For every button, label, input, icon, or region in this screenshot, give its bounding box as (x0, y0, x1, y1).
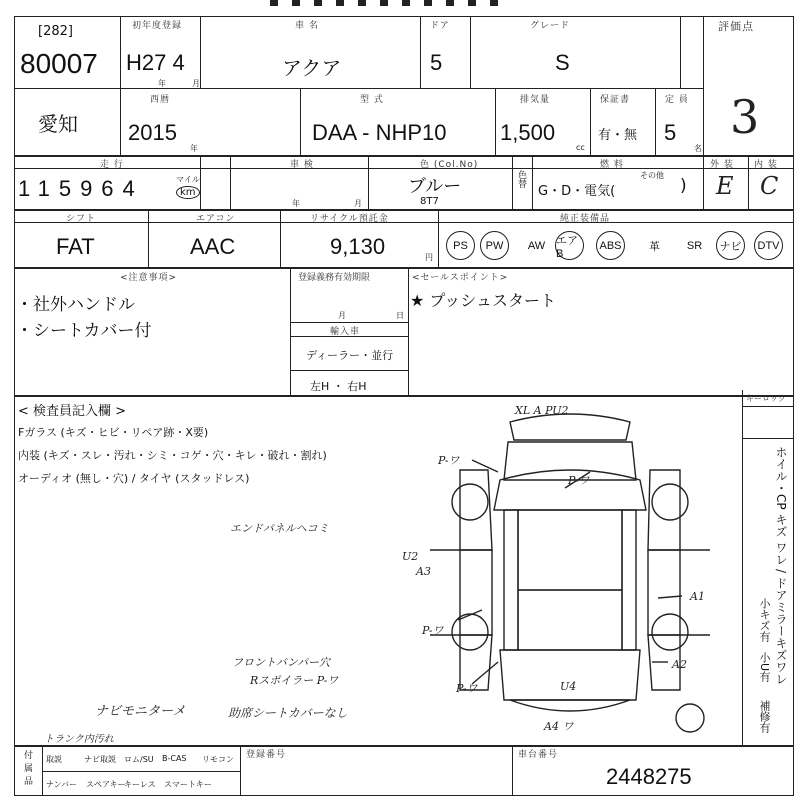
fuel-label: 燃 料 (600, 160, 624, 170)
caution-label: <注意事項> (120, 273, 178, 283)
accessory-item: スマートキー (164, 780, 212, 789)
fuel-value: G・D・電気( (538, 184, 616, 199)
equipment-item: ABS (596, 231, 625, 260)
diagram-mark-5: A3 (416, 565, 431, 578)
inspection-label: 車 検 (290, 160, 314, 170)
selling-point-label: <セールスポイント> (412, 273, 509, 283)
reg-number-label: 登録番号 (246, 750, 287, 760)
warranty-label: 保証書 (600, 95, 631, 105)
diagram-mark-6: A1 (690, 590, 705, 603)
equipment-item: エアB (555, 231, 584, 260)
diagram-mark-3: P-ワ (568, 474, 590, 487)
aircon-value: AAC (190, 234, 236, 259)
reg-expiry-label: 登録義務有効期限 (298, 273, 371, 283)
chassis-number: 2448275 (606, 764, 692, 789)
diagram-mark-2: P-ワ (438, 454, 460, 467)
eval-score: 3 (730, 90, 760, 144)
equipment-item: 革 (649, 240, 660, 253)
doors-label: ドア (430, 21, 450, 31)
seats-value: 5 (664, 120, 677, 145)
import-label: 輸入車 (330, 327, 361, 337)
displacement-label: 排気量 (520, 95, 551, 105)
western-year: 2015 (128, 120, 177, 145)
shift-value: FAT (56, 234, 95, 259)
color-label: 色 (Col.No) (420, 160, 479, 170)
ext-label: 外 装 (710, 160, 734, 170)
accessory-item: 取説 (46, 755, 62, 764)
int-label: 内 装 (754, 160, 778, 170)
caution-item-2: ・シートカバー付 (16, 321, 152, 341)
inspector-note-2: フロントバンパー穴 (232, 656, 331, 669)
accessory-item: キーレス (124, 780, 156, 789)
right-panel-vertical-text: ホイル・CP キズ ワレ / ドアミラーキズワレ (774, 446, 788, 685)
auction-sheet: [282] 80007 初年度登録 H27 4 年 月 車 名 アクア ドア 5 グレード S 評価点 3 愛知 西暦 2015 年 型 式 DAA - NHP10 排気量 1,500 cc 保証書 有・無 定 員 5 名 走 行 115964 マイル km 車 検 年 月 色 (Col.No) ブルー 8T7 色替 燃 料 G・D・電気( ) その他 外 装 E 内 装 C シフト FAT エアコン AAC リサイクル預託金 9,130 円 純正装備品 PS PW AW エアB ABS 革 SR ナビ DTV <注意事項> ・社外ハンドル ・シートカバー付 登録義務有効期限 月 日 輸入車 ディーラー・並行 左H ・ 右H <セールスポイント> ★ プッシュスタート < 検査員記入欄 > Fガラス (キズ・ヒビ・リペア跡・X要) 内装 (キズ・スレ・汚れ・シミ・コゲ・穴・キレ・破れ・割れ) オーディオ (無し・穴) / タイヤ (スタッドレス) エンドパネルヘコミ フロントバンパー穴 Rスポイラー P-ワ ナビモニターメ 助席シートカバーなし トランク内汚れ XL A PU2 P-ワ P-ワ U2 A3 A1 P-ワ A2 P-ワ U4 A4 ワ キーロック ホイル・CP キズ ワレ / ドアミラーキズワレ 小キズ有 小U有 補修有 付属品 取説 ナビ取説 ロム/SU B-CAS リモコン ナンバー スペアキー キーレス スマートキー 登録番号 車台番号 2448275 (0, 0, 800, 800)
equipment-item: DTV (754, 231, 783, 260)
seats-label: 定 員 (665, 95, 689, 105)
inspector-title: < 検査員記入欄 > (18, 404, 127, 419)
grade-value: S (555, 50, 570, 75)
accessory-item: リモコン (202, 755, 234, 764)
model-code: DAA - NHP10 (312, 120, 447, 145)
right-panel-sub-2: 小U有 (758, 652, 771, 683)
right-panel-sub-3: 補修有 (758, 700, 771, 733)
aircon-label: エアコン (196, 214, 236, 224)
dealer-parallel: ディーラー・並行 (306, 349, 394, 362)
displacement: 1,500 (500, 120, 556, 145)
equipment-item: SR (686, 239, 703, 252)
caution-item-1: ・社外ハンドル (16, 295, 135, 315)
accessory-item: ナンバー (46, 780, 78, 789)
color-change-label: 色替 (516, 170, 526, 188)
name-label: 車 名 (295, 21, 319, 31)
recycle-label: リサイクル預託金 (310, 214, 389, 224)
km-unit: km (176, 186, 200, 199)
int-grade: C (760, 172, 779, 200)
equipment-item: ナビ (716, 231, 745, 260)
doors-value: 5 (430, 50, 443, 75)
color-code: 8T7 (420, 196, 439, 207)
accessory-item: ナビ取説 (84, 755, 116, 764)
diagram-mark-8: A2 (672, 658, 687, 671)
diagram-mark-4: U2 (402, 550, 419, 563)
inspector-line-3: オーディオ (無し・穴) / タイヤ (スタッドレス) (18, 472, 250, 485)
lot-prefix: [282] (38, 24, 73, 39)
inspector-note-1: エンドパネルヘコミ (230, 522, 329, 535)
eval-label: 評価点 (718, 20, 754, 33)
mileage-label: 走 行 (100, 160, 124, 170)
keylock-label: キーロック (746, 394, 786, 403)
model-label: 型 式 (360, 95, 384, 105)
first-reg-label: 初年度登録 (132, 21, 183, 31)
inspector-line-2: 内装 (キズ・スレ・汚れ・シミ・コゲ・穴・キレ・破れ・割れ) (18, 449, 327, 462)
accessory-item: スペアキー (86, 780, 126, 789)
car-name: アクア (282, 56, 342, 80)
color-value: ブルー (408, 176, 462, 197)
inspector-note-3: Rスポイラー P-ワ (250, 674, 339, 687)
cropped-title-strokes (270, 0, 510, 6)
lot-number: 80007 (20, 48, 98, 79)
diagram-mark-7: P-ワ (422, 624, 444, 637)
equipment-item: PW (480, 231, 509, 260)
accessory-item: ロム/SU (124, 755, 154, 764)
equipment-label: 純正装備品 (560, 214, 611, 224)
accessory-label: 付属品 (22, 750, 32, 789)
inspector-note-5: 助席シートカバーなし (228, 706, 348, 720)
equipment-item: AW (527, 239, 546, 252)
location: 愛知 (38, 112, 78, 136)
first-reg-value: H27 4 (126, 50, 185, 75)
shift-label: シフト (66, 214, 97, 224)
ext-grade: E (716, 172, 734, 200)
accessory-item: B-CAS (162, 754, 187, 763)
inspector-note-4: ナビモニターメ (95, 704, 186, 719)
equipment-item: PS (446, 231, 475, 260)
recycle-value: 9,130 (330, 234, 386, 259)
diagram-mark-10: U4 (560, 680, 577, 693)
inspector-line-1: Fガラス (キズ・ヒビ・リペア跡・X要) (18, 426, 209, 439)
right-panel-sub-1: 小キズ有 (758, 598, 771, 642)
diagram-mark-9: P-ワ (456, 682, 478, 695)
selling-point: ★ プッシュスタート (410, 291, 556, 310)
chassis-label: 車台番号 (518, 750, 559, 760)
grade-label: グレード (530, 21, 571, 31)
warranty-value: 有・無 (598, 128, 638, 143)
steering-side: 左H ・ 右H (310, 380, 367, 393)
western-year-label: 西暦 (150, 95, 171, 105)
diagram-mark-1: XL A PU2 (515, 404, 569, 417)
mileage-value: 115964 (18, 176, 144, 201)
diagram-mark-11: A4 ワ (544, 720, 574, 733)
inspector-note-6: トランク内汚れ (44, 734, 114, 745)
